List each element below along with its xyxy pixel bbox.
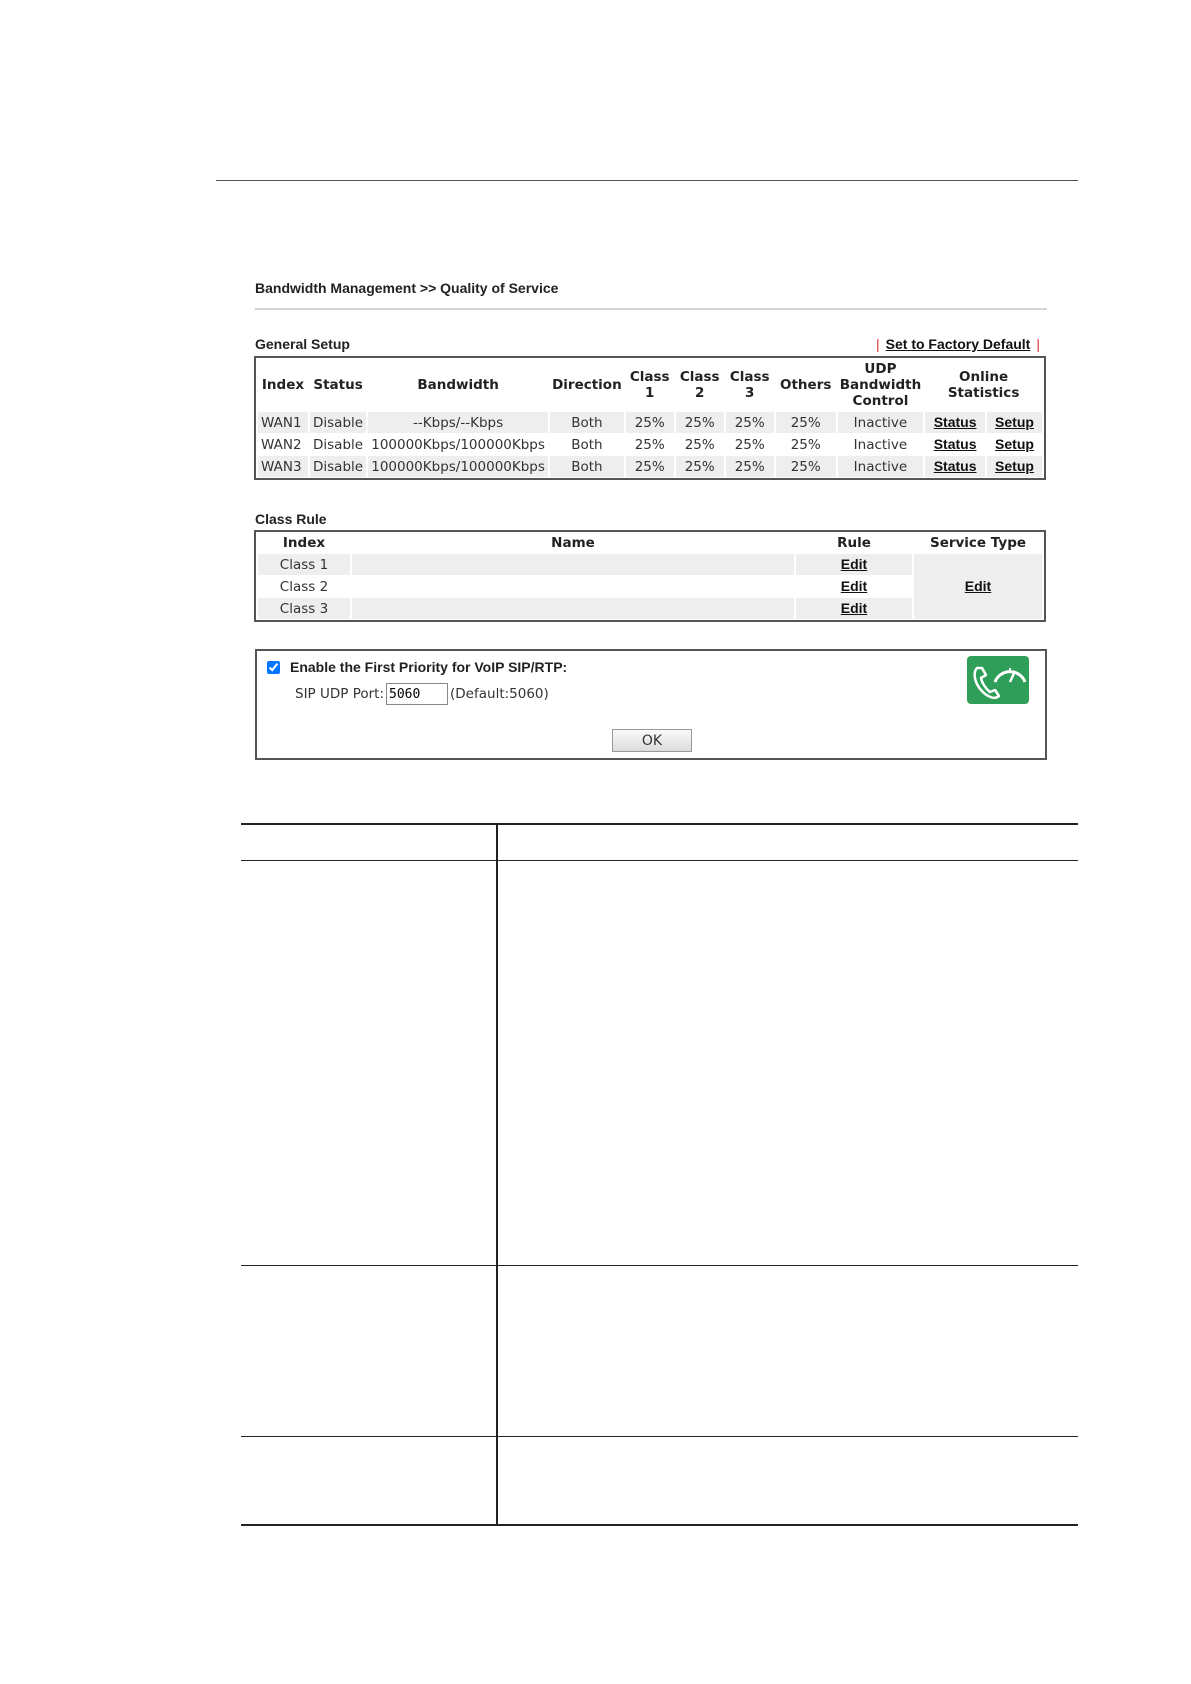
col-rule-rule: Rule — [837, 535, 871, 551]
wan-class2: 25% — [676, 434, 724, 455]
wan-udp-control: Inactive — [838, 412, 924, 433]
wan-index: WAN3 — [258, 456, 308, 477]
wan-bandwidth: 100000Kbps/100000Kbps — [368, 434, 548, 455]
sip-port-default-hint: (Default:5060) — [450, 686, 549, 702]
voip-priority-panel — [255, 649, 1047, 760]
col-udp-bandwidth-control: UDP Bandwidth Control — [839, 361, 922, 409]
online-status-link[interactable]: Status — [933, 414, 977, 430]
wan-udp-control: Inactive — [838, 456, 924, 477]
wan-others: 25% — [776, 456, 836, 477]
col-class1: Class 1 — [629, 369, 670, 401]
voip-priority-label: Enable the First Priority for VoIP SIP/RTP: — [290, 659, 568, 675]
online-status-link[interactable]: Status — [933, 436, 977, 452]
wan-status: Disable — [310, 412, 366, 433]
sip-port-label: SIP UDP Port: — [295, 686, 385, 702]
rule-index: Class 1 — [258, 554, 350, 575]
wan-index: WAN2 — [258, 434, 308, 455]
wan-direction: Both — [550, 412, 624, 433]
wan-index: WAN1 — [258, 412, 308, 433]
general-setup-section — [254, 334, 1046, 480]
online-setup-link[interactable]: Setup — [995, 436, 1034, 452]
wan-direction: Both — [550, 434, 624, 455]
col-rule-name: Name — [551, 535, 595, 551]
class-rule-section — [254, 510, 1046, 622]
description-table-header-rule — [241, 860, 1078, 861]
col-class2: Class 2 — [679, 369, 720, 401]
wan-class3: 25% — [726, 412, 774, 433]
class-rule-table — [254, 530, 1046, 622]
wan-class1: 25% — [626, 434, 674, 455]
online-setup-link[interactable]: Setup — [995, 458, 1034, 474]
description-table-bottom-rule — [241, 1524, 1078, 1526]
class-rule-row — [258, 554, 1042, 575]
factory-default-group: | Set to Factory Default | — [876, 336, 1040, 352]
rule-edit-link-class3[interactable]: Edit — [840, 600, 868, 616]
rule-name — [352, 576, 794, 597]
sip-port-input[interactable] — [386, 683, 448, 705]
wan-class1: 25% — [626, 456, 674, 477]
wan-class3: 25% — [726, 434, 774, 455]
page-top-rule — [216, 180, 1078, 181]
col-direction: Direction — [552, 377, 622, 393]
general-setup-row — [258, 456, 1042, 477]
online-setup-link[interactable]: Setup — [995, 414, 1034, 430]
phone-speedometer-icon — [967, 656, 1029, 704]
general-setup-table — [254, 356, 1046, 480]
col-online-statistics: Online Statistics — [947, 369, 1020, 401]
class-rule-title: Class Rule — [255, 511, 327, 527]
rule-edit-link-class1[interactable]: Edit — [840, 556, 868, 572]
col-class3: Class 3 — [729, 369, 770, 401]
general-setup-title: General Setup — [255, 336, 350, 352]
col-others: Others — [780, 377, 832, 393]
wan-bandwidth: --Kbps/--Kbps — [368, 412, 548, 433]
voip-priority-checkbox[interactable] — [267, 661, 280, 674]
col-rule-index: Index — [282, 535, 326, 551]
description-table-top-rule — [241, 823, 1078, 825]
rule-edit-link-class2[interactable]: Edit — [840, 578, 868, 594]
wan-others: 25% — [776, 434, 836, 455]
rule-name — [352, 598, 794, 619]
set-factory-default-link[interactable]: Set to Factory Default — [885, 336, 1031, 352]
online-status-link[interactable]: Status — [933, 458, 977, 474]
rule-name — [352, 554, 794, 575]
voip-priority-option[interactable] — [267, 659, 567, 675]
col-status: Status — [313, 377, 363, 393]
wan-class3: 25% — [726, 456, 774, 477]
wan-status: Disable — [310, 456, 366, 477]
wan-bandwidth: 100000Kbps/100000Kbps — [368, 456, 548, 477]
breadcrumb: Bandwidth Management >> Quality of Service — [255, 280, 559, 296]
description-table — [241, 823, 1078, 1526]
col-bandwidth: Bandwidth — [417, 377, 499, 393]
general-setup-row — [258, 434, 1042, 455]
general-setup-row — [258, 412, 1042, 433]
breadcrumb-divider — [255, 308, 1047, 310]
wan-class2: 25% — [676, 456, 724, 477]
wan-direction: Both — [550, 456, 624, 477]
wan-udp-control: Inactive — [838, 434, 924, 455]
wan-status: Disable — [310, 434, 366, 455]
rule-index: Class 2 — [258, 576, 350, 597]
ok-button[interactable]: OK — [612, 729, 692, 752]
description-table-row-rule — [241, 1436, 1078, 1437]
wan-others: 25% — [776, 412, 836, 433]
description-table-column-divider — [496, 823, 498, 1526]
wan-class1: 25% — [626, 412, 674, 433]
sip-port-row — [295, 683, 549, 705]
description-table-row-rule — [241, 1265, 1078, 1266]
service-type-edit-link[interactable]: Edit — [964, 578, 992, 594]
col-service-type: Service Type — [929, 535, 1027, 551]
wan-class2: 25% — [676, 412, 724, 433]
col-index: Index — [261, 377, 305, 393]
rule-index: Class 3 — [258, 598, 350, 619]
